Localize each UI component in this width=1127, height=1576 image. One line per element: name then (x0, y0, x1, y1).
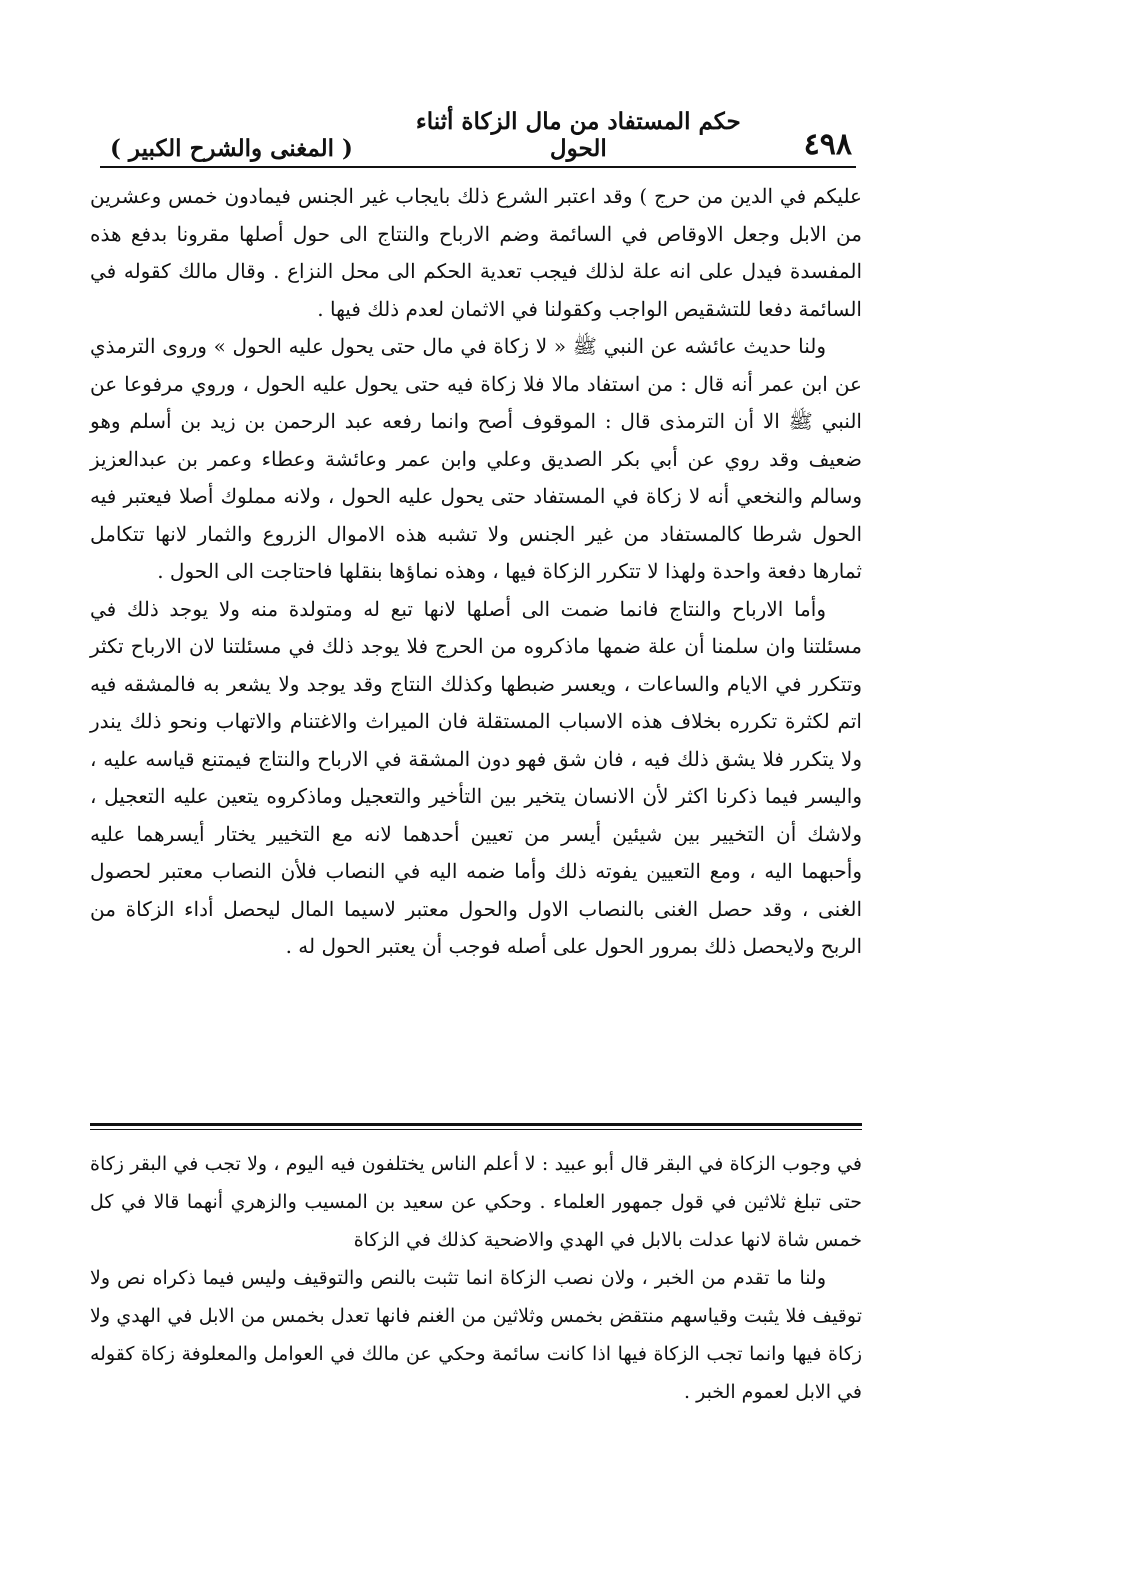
paragraph: وأما الارباح والنتاج فانما ضمت الى أصلها لانها تبع له ومتولدة منه ولا يوجد ذلك في مسئلتنا وان سلمنا أن علة ضمها ماذكروه من الحرج فلا يوجد ذلك في مسئلتنا لان الارباح تكثر وتتكرر في الايام والساعات ، ويعسر ضبطها وكذلك النتاج وقد يوجد ولا يشعر به فالمشقه فيه اتم لكثرة تكرره بخلاف هذه الاسباب المستقلة فان الميراث والاغتنام والاتهاب ونحو ذلك يندر ولا يتكرر فلا يشق ذلك فيه ، فان شق فهو دون المشقة في الارباح والنتاج فيمتنع قياسه عليه ، واليسر فيما ذكرنا اكثر لأن الانسان يتخير بين التأخير والتعجيل وماذكروه يتعين عليه التعجيل ، ولاشك أن التخيير بين شيئين أيسر من تعيين أحدهما لانه مع التخيير يختار أيسرهما عليه وأحبهما اليه ، ومع التعيين يفوته ذلك وأما ضمه اليه في النصاب فلأن النصاب معتبر لحصول الغنى ، وقد حصل الغنى بالنصاب الاول والحول معتبر لاسيما المال ليحصل أداء الزكاة من الربح ولايحصل ذلك بمرور الحول على أصله فوجب أن يعتبر الحول له . (90, 596, 862, 958)
paragraph: ولنا حديث عائشه عن النبي ﷺ « لا زكاة في مال حتى يحول عليه الحول » وروى الترمذي عن ابن عمر أنه قال : من استفاد مالا فلا زكاة فيه حتى يحول عليه الحول ، وروي مرفوعا عن النبي ﷺ الا أن الترمذى قال : الموقوف أصح وانما رفعه عبد الرحمن بن زيد بن أسلم وهو ضعيف وقد روي عن أبي بكر الصديق وعلي وابن عمر وعائشة وعطاء وعمر بن عبدالعزيز وسالم والنخعي أنه لا زكاة في المستفاد حتى يحول عليه الحول ، ولانه مملوك أصلا فيعتبر فيه الحول شرطا كالمستفاد من غير الجنس ولا تشبه هذه الاموال الزروع والثمار لانها تتكامل ثمارها دفعة واحدة ولهذا لا تتكرر الزكاة فيها ، وهذه نماؤها بنقلها فاحتاجت الى الحول . (90, 334, 862, 583)
footnote-paragraph: ولنا ما تقدم من الخبر ، ولان نصب الزكاة انما تثبت بالنص والتوقيف وليس فيما ذكراه نص ولا توقيف فلا يثبت وقياسهم منتقض بخمس وثلاثين من الغنم فانها تعدل بخمس من الابل في الهدي ولا زكاة فيها وانما تجب الزكاة فيها اذا كانت سائمة وحكي عن مالك في العوامل والمعلوفة زكاة كقوله في الابل لعموم الخبر . (90, 1267, 862, 1403)
paragraph: عليكم في الدين من حرج ) وقد اعتبر الشرع ذلك بايجاب غير الجنس فيمادون خمس وعشرين من الابل وجعل الاوقاص في السائمة وضم الارباح والنتاج الى حول أصلها مقرونا بدفع هذه المفسدة فيدل على انه علة لذلك فيجب تعدية الحكم الى محل النزاع . وقال مالك كقوله في السائمة دفعا للتشقيص الواجب وكقولنا في الاثمان لعدم ذلك فيها . (90, 184, 862, 321)
footnotes (90, 1145, 862, 1411)
page-header (100, 108, 860, 162)
running-title: حكم المستفاد من مال الزكاة أثناء الحول (415, 108, 741, 162)
footnote-divider (90, 1123, 862, 1126)
page-number: ٤٩٨ (803, 127, 852, 162)
header-divider (100, 166, 856, 168)
footnote-divider-thin (90, 1129, 862, 1130)
main-text (90, 178, 862, 966)
book-title: ( المغنى والشرح الكبير ) (110, 135, 353, 162)
footnote-paragraph: في وجوب الزكاة في البقر قال أبو عبيد : لا أعلم الناس يختلفون فيه اليوم ، ولا تجب في البقر زكاة حتى تبلغ ثلاثين في قول جمهور العلماء . وحكي عن سعيد بن المسيب والزهري أنهما قالا في كل خمس شاة لانها عدلت بالابل في الهدي والاضحية كذلك في الزكاة (90, 1153, 862, 1251)
